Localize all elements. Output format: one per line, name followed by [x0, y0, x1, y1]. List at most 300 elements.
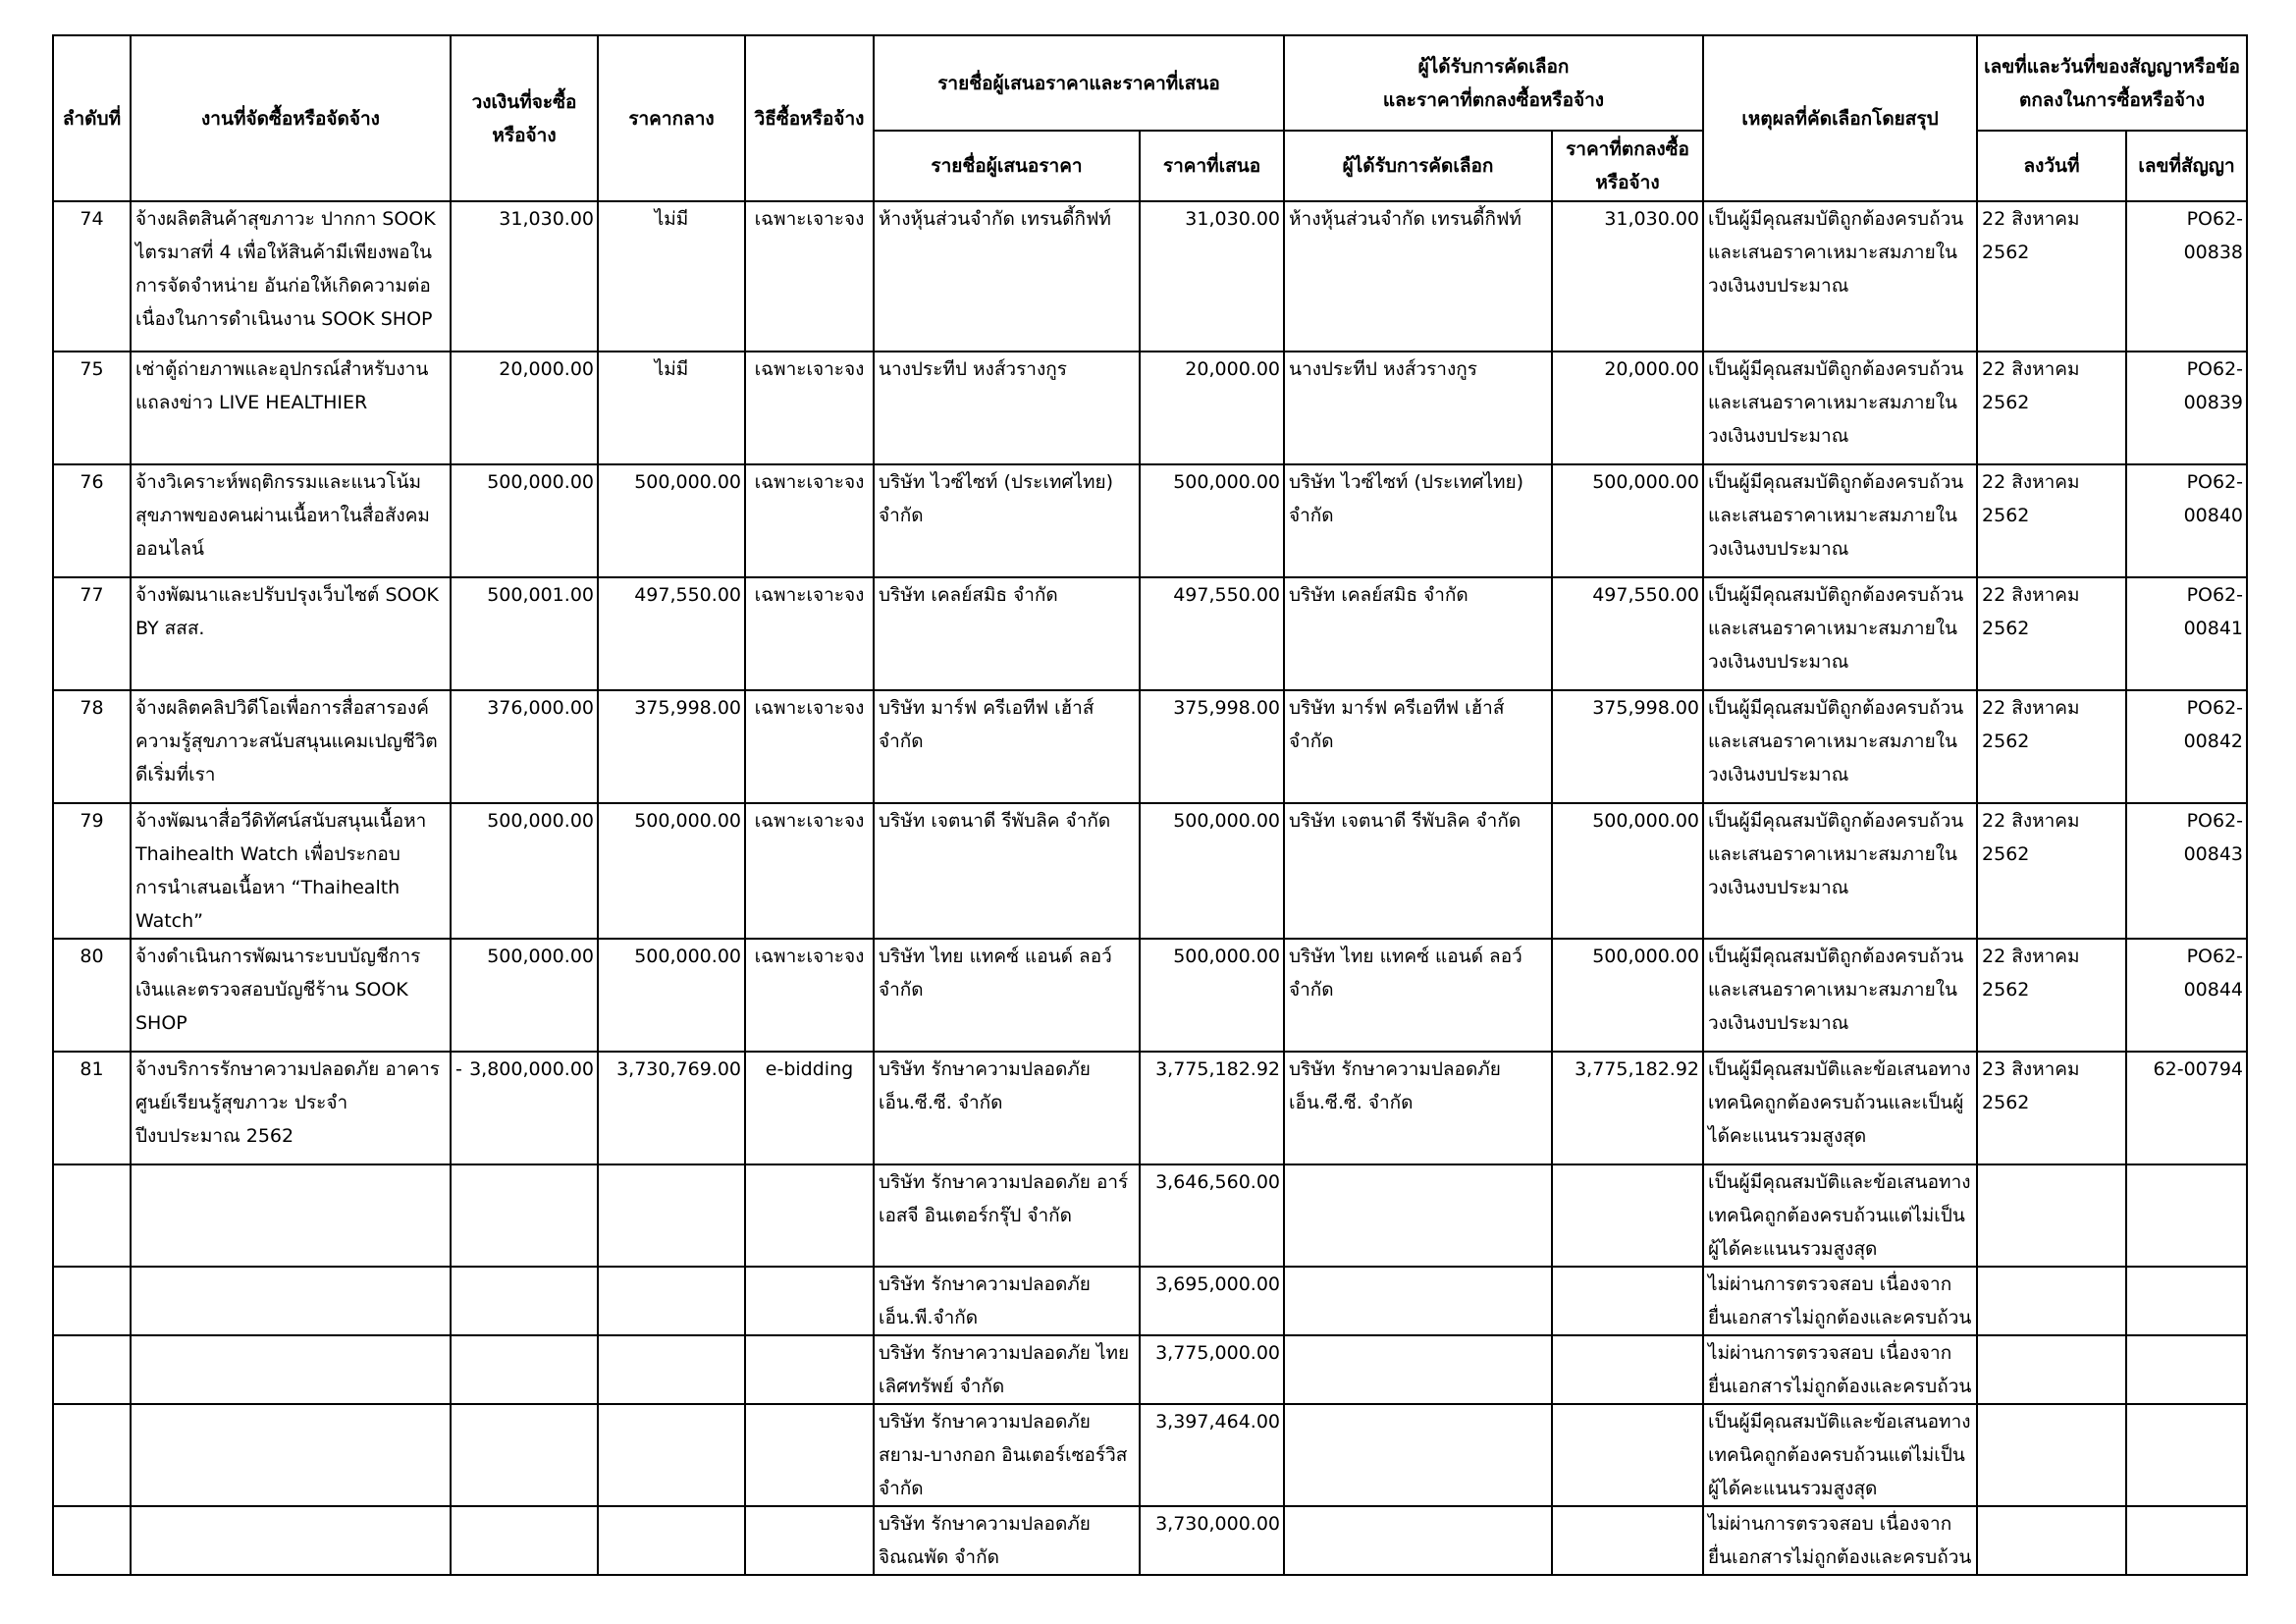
cell-winner — [1284, 1335, 1552, 1404]
cell-date — [1977, 1164, 2126, 1267]
cell-budget — [451, 201, 598, 352]
cell-winner — [1284, 577, 1552, 690]
cell-agreed-price-text: 497,550.00 — [1592, 584, 1700, 606]
cell-contract-no — [2126, 690, 2247, 803]
cell-method — [745, 690, 874, 803]
cell-bidder — [874, 939, 1140, 1052]
cell-winner — [1284, 464, 1552, 577]
cell-winner — [1284, 1164, 1552, 1267]
cell-method — [745, 201, 874, 352]
cell-work — [131, 1404, 451, 1506]
cell-no — [53, 1404, 131, 1506]
cell-date — [1977, 1506, 2126, 1575]
cell-bidder — [874, 1506, 1140, 1575]
cell-date — [1977, 577, 2126, 690]
table-row — [53, 1506, 2247, 1575]
cell-bidder-text: บริษัท รักษาความปลอดภัย เอ็น.พี.จำกัด — [879, 1273, 1091, 1328]
cell-contract-no — [2126, 1164, 2247, 1267]
cell-median — [598, 803, 745, 939]
cell-contract-no — [2126, 1404, 2247, 1506]
cell-reason — [1703, 1164, 1977, 1267]
cell-bid-price — [1140, 1335, 1284, 1404]
cell-bidder — [874, 690, 1140, 803]
header-bid-price: ราคาที่เสนอ — [1140, 131, 1284, 201]
cell-contract-no-text: PO62-00841 — [2183, 584, 2244, 639]
cell-reason-text: ไม่ผ่านการตรวจสอบ เนื่องจากยื่นเอกสารไม่ถูกต้องและครบถ้วน — [1708, 1342, 1972, 1397]
cell-date-text: 22 สิงหาคม 2562 — [1982, 697, 2080, 752]
cell-date — [1977, 1335, 2126, 1404]
cell-work — [131, 1267, 451, 1335]
cell-contract-no — [2126, 1506, 2247, 1575]
cell-bid-price — [1140, 803, 1284, 939]
cell-winner-text: บริษัท รักษาความปลอดภัย เอ็น.ซี.ซี. จำกัด — [1289, 1058, 1501, 1113]
cell-bid-price-text: 3,397,464.00 — [1155, 1411, 1280, 1433]
cell-reason-text: เป็นผู้มีคุณสมบัติถูกต้องครบถ้วนและเสนอราคาเหมาะสมภายในวงเงินงบประมาณ — [1708, 584, 1964, 673]
procurement-table — [52, 34, 2248, 1576]
cell-winner-text: บริษัท เจตนาดี รีพับลิค จำกัด — [1289, 810, 1522, 832]
table-row — [53, 1052, 2247, 1164]
cell-bid-price — [1140, 577, 1284, 690]
cell-reason-text: เป็นผู้มีคุณสมบัติและข้อเสนอทางเทคนิคถูกต้องครบถ้วนแต่ไม่เป็นผู้ได้คะแนนรวมสูงสุด — [1708, 1411, 1971, 1499]
cell-date — [1977, 464, 2126, 577]
cell-budget — [451, 1335, 598, 1404]
cell-work — [131, 201, 451, 352]
cell-budget — [451, 690, 598, 803]
cell-no — [53, 690, 131, 803]
cell-reason-text: เป็นผู้มีคุณสมบัติถูกต้องครบถ้วนและเสนอราคาเหมาะสมภายในวงเงินงบประมาณ — [1708, 358, 1964, 447]
cell-contract-no-text: PO62-00838 — [2183, 208, 2244, 263]
cell-median — [598, 201, 745, 352]
cell-winner-text: บริษัท ไวซ์ไซท์ (ประเทศไทย) จำกัด — [1289, 471, 1524, 526]
cell-bid-price — [1140, 939, 1284, 1052]
table-row — [53, 1164, 2247, 1267]
table-row — [53, 939, 2247, 1052]
cell-bidder-text: บริษัท เคลย์สมิธ จำกัด — [879, 584, 1058, 606]
cell-work — [131, 1164, 451, 1267]
header-work: งานที่จัดซื้อหรือจัดจ้าง — [131, 35, 451, 201]
cell-winner-text: นางประทีป หงส์วรางกูร — [1289, 358, 1477, 380]
cell-method — [745, 1404, 874, 1506]
cell-median — [598, 690, 745, 803]
cell-date-text: 22 สิงหาคม 2562 — [1982, 810, 2080, 865]
cell-bidder — [874, 1164, 1140, 1267]
cell-budget-text: 500,000.00 — [487, 810, 594, 832]
cell-budget — [451, 464, 598, 577]
cell-method-text: เฉพาะเจาะจง — [754, 584, 865, 606]
cell-agreed-price — [1552, 1404, 1703, 1506]
cell-bidder — [874, 1267, 1140, 1335]
cell-bidder — [874, 803, 1140, 939]
cell-agreed-price — [1552, 1052, 1703, 1164]
cell-date-text: 23 สิงหาคม 2562 — [1982, 1058, 2080, 1113]
cell-bidder — [874, 577, 1140, 690]
cell-median — [598, 1335, 745, 1404]
cell-median-text: 500,000.00 — [634, 810, 741, 832]
cell-agreed-price — [1552, 1267, 1703, 1335]
cell-date-text: 22 สิงหาคม 2562 — [1982, 584, 2080, 639]
cell-method-text: เฉพาะเจาะจง — [754, 471, 865, 493]
cell-reason-text: เป็นผู้มีคุณสมบัติถูกต้องครบถ้วนและเสนอราคาเหมาะสมภายในวงเงินงบประมาณ — [1708, 208, 1964, 297]
cell-contract-no-text: PO62-00840 — [2183, 471, 2244, 526]
cell-bid-price — [1140, 201, 1284, 352]
cell-bid-price-text: 3,695,000.00 — [1155, 1273, 1280, 1295]
cell-bidder-text: นางประทีป หงส์วรางกูร — [879, 358, 1067, 380]
cell-no — [53, 577, 131, 690]
cell-agreed-price-text: 500,000.00 — [1592, 471, 1700, 493]
cell-median-text: ไม่มี — [654, 358, 689, 380]
cell-median — [598, 939, 745, 1052]
cell-agreed-price — [1552, 1164, 1703, 1267]
cell-agreed-price — [1552, 803, 1703, 939]
cell-bidder — [874, 201, 1140, 352]
cell-bid-price — [1140, 352, 1284, 464]
cell-bid-price-text: 3,730,000.00 — [1155, 1513, 1280, 1535]
cell-date — [1977, 690, 2126, 803]
cell-budget-text: 500,000.00 — [487, 946, 594, 967]
cell-work-text: เช่าตู้ถ่ายภาพและอุปกรณ์สำหรับงานแถลงข่าว LIVE HEALTHIER — [135, 358, 429, 413]
table-row — [53, 464, 2247, 577]
cell-date — [1977, 803, 2126, 939]
cell-contract-no — [2126, 803, 2247, 939]
cell-date — [1977, 1052, 2126, 1164]
cell-method-text: เฉพาะเจาะจง — [754, 810, 865, 832]
cell-median-text: 500,000.00 — [634, 946, 741, 967]
header-reason: เหตุผลที่คัดเลือกโดยสรุป — [1703, 35, 1977, 201]
cell-bid-price-text: 497,550.00 — [1173, 584, 1280, 606]
cell-no — [53, 1267, 131, 1335]
cell-date-text: 22 สิงหาคม 2562 — [1982, 208, 2080, 263]
cell-median — [598, 1267, 745, 1335]
table-row — [53, 352, 2247, 464]
cell-agreed-price-text: 31,030.00 — [1604, 208, 1700, 230]
cell-reason — [1703, 464, 1977, 577]
cell-winner — [1284, 1404, 1552, 1506]
cell-reason — [1703, 201, 1977, 352]
cell-reason-text: ไม่ผ่านการตรวจสอบ เนื่องจากยื่นเอกสารไม่ถูกต้องและครบถ้วน — [1708, 1273, 1972, 1328]
cell-work — [131, 352, 451, 464]
cell-bidder — [874, 1335, 1140, 1404]
cell-agreed-price-text: 20,000.00 — [1604, 358, 1700, 380]
cell-median — [598, 1164, 745, 1267]
cell-no-text: 76 — [80, 471, 104, 493]
cell-agreed-price — [1552, 352, 1703, 464]
cell-no — [53, 1335, 131, 1404]
cell-bidder-text: บริษัท รักษาความปลอดภัย สยาม-บางกอก อินเตอร์เซอร์วิส จำกัด — [879, 1411, 1128, 1499]
cell-contract-no — [2126, 352, 2247, 464]
cell-winner — [1284, 1052, 1552, 1164]
cell-reason — [1703, 803, 1977, 939]
cell-contract-no-text: PO62-00842 — [2183, 697, 2244, 752]
cell-reason — [1703, 1052, 1977, 1164]
budget-dash: - — [455, 1058, 462, 1080]
cell-agreed-price-text: 500,000.00 — [1592, 946, 1700, 967]
header-agreed-price: ราคาที่ตกลงซื้อหรือจ้าง — [1552, 131, 1703, 201]
cell-date — [1977, 939, 2126, 1052]
cell-median-text: 3,730,769.00 — [616, 1058, 741, 1080]
header-no: ลำดับที่ — [53, 35, 131, 201]
cell-work — [131, 464, 451, 577]
cell-method — [745, 1267, 874, 1335]
cell-reason-text: เป็นผู้มีคุณสมบัติและข้อเสนอทางเทคนิคถูกต้องครบถ้วนแต่ไม่เป็นผู้ได้คะแนนรวมสูงสุด — [1708, 1171, 1971, 1260]
table-row — [53, 690, 2247, 803]
cell-bid-price — [1140, 1267, 1284, 1335]
table-row — [53, 803, 2247, 939]
cell-contract-no-text: PO62-00843 — [2183, 810, 2244, 865]
cell-budget-text: 31,030.00 — [499, 208, 594, 230]
table-body — [53, 201, 2247, 1575]
cell-contract-no-text: PO62-00844 — [2183, 946, 2244, 1001]
cell-reason — [1703, 939, 1977, 1052]
cell-method — [745, 803, 874, 939]
cell-reason — [1703, 1404, 1977, 1506]
cell-method — [745, 1052, 874, 1164]
header-winner-group-line1: ผู้ได้รับการคัดเลือก — [1417, 55, 1570, 78]
cell-bid-price-text: 3,646,560.00 — [1155, 1171, 1280, 1193]
cell-method-text: เฉพาะเจาะจง — [754, 358, 865, 380]
cell-budget — [451, 1506, 598, 1575]
cell-work — [131, 803, 451, 939]
cell-winner — [1284, 939, 1552, 1052]
cell-winner-text: บริษัท ไทย แทคซ์ แอนด์ ลอว์ จำกัด — [1289, 946, 1522, 1001]
cell-contract-no-text: PO62-00839 — [2183, 358, 2244, 413]
cell-winner-text: บริษัท มาร์ฟ ครีเอทีฟ เฮ้าส์ จำกัด — [1289, 697, 1505, 752]
cell-method-text: เฉพาะเจาะจง — [754, 208, 865, 230]
cell-bid-price — [1140, 1506, 1284, 1575]
cell-bid-price-text: 500,000.00 — [1173, 946, 1280, 967]
cell-agreed-price-text: 3,775,182.92 — [1575, 1058, 1700, 1080]
cell-agreed-price — [1552, 201, 1703, 352]
cell-reason — [1703, 352, 1977, 464]
cell-reason — [1703, 1267, 1977, 1335]
cell-method — [745, 1506, 874, 1575]
cell-agreed-price-text: 500,000.00 — [1592, 810, 1700, 832]
cell-date-text: 22 สิงหาคม 2562 — [1982, 471, 2080, 526]
cell-date — [1977, 352, 2126, 464]
cell-median — [598, 1404, 745, 1506]
cell-reason — [1703, 1506, 1977, 1575]
cell-budget-text: 20,000.00 — [499, 358, 594, 380]
header-contract-no: เลขที่สัญญา — [2126, 131, 2247, 201]
cell-agreed-price — [1552, 1506, 1703, 1575]
cell-no-text: 77 — [80, 584, 104, 606]
cell-date — [1977, 1267, 2126, 1335]
cell-method — [745, 1164, 874, 1267]
cell-method-text: เฉพาะเจาะจง — [754, 946, 865, 967]
cell-work — [131, 1335, 451, 1404]
cell-bidder-text: บริษัท ไวซ์ไซท์ (ประเทศไทย) จำกัด — [879, 471, 1114, 526]
cell-agreed-price-text: 375,998.00 — [1592, 697, 1700, 719]
cell-budget-text: 3,800,000.00 — [469, 1058, 594, 1080]
cell-reason-text: เป็นผู้มีคุณสมบัติถูกต้องครบถ้วนและเสนอราคาเหมาะสมภายในวงเงินงบประมาณ — [1708, 697, 1964, 785]
header-median: ราคากลาง — [598, 35, 745, 201]
header-date: ลงวันที่ — [1977, 131, 2126, 201]
cell-agreed-price — [1552, 690, 1703, 803]
cell-work-text: จ้างพัฒนาสื่อวีดิทัศน์สนับสนุนเนื้อหา Thaihealth Watch เพื่อประกอบการนำเสนอเนื้อหา “Thaihealth Watch” — [135, 810, 427, 932]
cell-no-text: 80 — [80, 946, 104, 967]
cell-winner — [1284, 1506, 1552, 1575]
cell-bidder-text: บริษัท ไทย แทคซ์ แอนด์ ลอว์ จำกัด — [879, 946, 1112, 1001]
cell-budget — [451, 577, 598, 690]
cell-reason — [1703, 690, 1977, 803]
cell-median-text: ไม่มี — [654, 208, 689, 230]
cell-bidder-text: บริษัท รักษาความปลอดภัย จิณณพัด จำกัด — [879, 1513, 1091, 1568]
cell-no — [53, 352, 131, 464]
header-contract-group: เลขที่และวันที่ของสัญญาหรือข้อตกลงในการซื้อหรือจ้าง — [1977, 35, 2247, 131]
cell-date — [1977, 1404, 2126, 1506]
cell-median — [598, 577, 745, 690]
cell-budget — [451, 1164, 598, 1267]
cell-bid-price — [1140, 1404, 1284, 1506]
cell-no — [53, 201, 131, 352]
cell-budget-text: 500,000.00 — [487, 471, 594, 493]
cell-contract-no — [2126, 577, 2247, 690]
cell-winner — [1284, 352, 1552, 464]
cell-reason-text: เป็นผู้มีคุณสมบัติถูกต้องครบถ้วนและเสนอราคาเหมาะสมภายในวงเงินงบประมาณ — [1708, 471, 1964, 560]
table-header — [53, 35, 2247, 201]
cell-bid-price — [1140, 690, 1284, 803]
cell-bidder — [874, 1404, 1140, 1506]
cell-budget — [451, 803, 598, 939]
header-winner-name: ผู้ได้รับการคัดเลือก — [1284, 131, 1552, 201]
header-bidder-name: รายชื่อผู้เสนอราคา — [874, 131, 1140, 201]
cell-budget — [451, 939, 598, 1052]
cell-median-text: 497,550.00 — [634, 584, 741, 606]
cell-bid-price-text: 500,000.00 — [1173, 810, 1280, 832]
cell-budget — [451, 1404, 598, 1506]
cell-date — [1977, 201, 2126, 352]
cell-budget-text: 500,001.00 — [487, 584, 594, 606]
table-row — [53, 1335, 2247, 1404]
cell-method — [745, 352, 874, 464]
cell-no-text: 75 — [80, 358, 104, 380]
cell-bidder — [874, 352, 1140, 464]
cell-no-text: 81 — [80, 1058, 104, 1080]
cell-budget-text: 376,000.00 — [487, 697, 594, 719]
cell-agreed-price — [1552, 1335, 1703, 1404]
cell-date-text: 22 สิงหาคม 2562 — [1982, 946, 2080, 1001]
cell-contract-no — [2126, 1052, 2247, 1164]
header-budget: วงเงินที่จะซื้อหรือจ้าง — [451, 35, 598, 201]
cell-contract-no — [2126, 464, 2247, 577]
cell-winner — [1284, 201, 1552, 352]
cell-bid-price-text: 20,000.00 — [1185, 358, 1280, 380]
header-winner-group — [1284, 35, 1703, 131]
header-winner-group-line2: และราคาที่ตกลงซื้อหรือจ้าง — [1382, 88, 1605, 111]
cell-no — [53, 939, 131, 1052]
cell-work-text: จ้างผลิตสินค้าสุขภาวะ ปากกา SOOK ไตรมาสที่ 4 เพื่อให้สินค้ามีเพียงพอในการจัดจำหน่าย อันก่อให้เกิดความต่อเนื่องในการดำเนินงาน SOOK SHOP — [135, 208, 436, 330]
cell-bidder-text: บริษัท รักษาความปลอดภัย เอ็น.ซี.ซี. จำกัด — [879, 1058, 1091, 1113]
cell-contract-no-text: 62-00794 — [2153, 1058, 2244, 1080]
cell-bidder-text: ห้างหุ้นส่วนจำกัด เทรนดี้กิฟท์ — [879, 208, 1111, 230]
cell-bid-price-text: 500,000.00 — [1173, 471, 1280, 493]
table-row — [53, 1267, 2247, 1335]
cell-work — [131, 1506, 451, 1575]
cell-bid-price — [1140, 464, 1284, 577]
cell-method-text: เฉพาะเจาะจง — [754, 697, 865, 719]
cell-bidder — [874, 1052, 1140, 1164]
cell-reason-text: เป็นผู้มีคุณสมบัติถูกต้องครบถ้วนและเสนอราคาเหมาะสมภายในวงเงินงบประมาณ — [1708, 810, 1964, 898]
cell-method-text: e-bidding — [765, 1058, 854, 1080]
cell-work — [131, 1052, 451, 1164]
cell-reason-text: เป็นผู้มีคุณสมบัติถูกต้องครบถ้วนและเสนอราคาเหมาะสมภายในวงเงินงบประมาณ — [1708, 946, 1964, 1034]
table-row — [53, 201, 2247, 352]
cell-budget — [451, 1052, 598, 1164]
cell-reason-text: ไม่ผ่านการตรวจสอบ เนื่องจากยื่นเอกสารไม่ถูกต้องและครบถ้วน — [1708, 1513, 1972, 1568]
table-row — [53, 577, 2247, 690]
cell-bidder — [874, 464, 1140, 577]
cell-median — [598, 352, 745, 464]
cell-median — [598, 464, 745, 577]
cell-bid-price-text: 3,775,182.92 — [1155, 1058, 1280, 1080]
cell-no — [53, 464, 131, 577]
cell-winner — [1284, 690, 1552, 803]
cell-contract-no — [2126, 1267, 2247, 1335]
cell-work — [131, 939, 451, 1052]
cell-bidder-text: บริษัท มาร์ฟ ครีเอทีฟ เฮ้าส์ จำกัด — [879, 697, 1095, 752]
cell-agreed-price — [1552, 464, 1703, 577]
cell-method — [745, 1335, 874, 1404]
cell-reason-text: เป็นผู้มีคุณสมบัติและข้อเสนอทางเทคนิคถูกต้องครบถ้วนและเป็นผู้ได้คะแนนรวมสูงสุด — [1708, 1058, 1971, 1147]
header-bidders-group: รายชื่อผู้เสนอราคาและราคาที่เสนอ — [874, 35, 1284, 131]
cell-winner-text: บริษัท เคลย์สมิธ จำกัด — [1289, 584, 1468, 606]
cell-no-text: 78 — [80, 697, 104, 719]
cell-method — [745, 939, 874, 1052]
cell-work-text: จ้างผลิตคลิปวิดีโอเพื่อการสื่อสารองค์ความรู้สุขภาวะสนับสนุนแคมเปญชีวิตดีเริ่มที่เรา — [135, 697, 438, 785]
cell-method — [745, 464, 874, 577]
cell-contract-no — [2126, 939, 2247, 1052]
cell-budget — [451, 1267, 598, 1335]
cell-no — [53, 803, 131, 939]
cell-winner-text: ห้างหุ้นส่วนจำกัด เทรนดี้กิฟท์ — [1289, 208, 1522, 230]
cell-bid-price-text: 3,775,000.00 — [1155, 1342, 1280, 1364]
cell-bid-price-text: 31,030.00 — [1185, 208, 1280, 230]
header-method: วิธีซื้อหรือจ้าง — [745, 35, 874, 201]
cell-agreed-price — [1552, 939, 1703, 1052]
cell-contract-no — [2126, 201, 2247, 352]
cell-bid-price — [1140, 1164, 1284, 1267]
cell-no — [53, 1052, 131, 1164]
cell-no-text: 74 — [80, 208, 104, 230]
cell-work — [131, 690, 451, 803]
cell-contract-no — [2126, 1335, 2247, 1404]
cell-bid-price — [1140, 1052, 1284, 1164]
cell-bidder-text: บริษัท รักษาความปลอดภัย อาร์เอสจี อินเตอร์กรุ๊ป จำกัด — [879, 1171, 1129, 1226]
cell-median-text: 500,000.00 — [634, 471, 741, 493]
cell-reason — [1703, 577, 1977, 690]
cell-bid-price-text: 375,998.00 — [1173, 697, 1280, 719]
cell-median — [598, 1506, 745, 1575]
cell-no — [53, 1506, 131, 1575]
table-row — [53, 1404, 2247, 1506]
cell-budget — [451, 352, 598, 464]
cell-date-text: 22 สิงหาคม 2562 — [1982, 358, 2080, 413]
cell-work — [131, 577, 451, 690]
cell-winner — [1284, 1267, 1552, 1335]
cell-median — [598, 1052, 745, 1164]
cell-method — [745, 577, 874, 690]
cell-median-text: 375,998.00 — [634, 697, 741, 719]
cell-no-text: 79 — [80, 810, 104, 832]
cell-agreed-price — [1552, 577, 1703, 690]
cell-no — [53, 1164, 131, 1267]
cell-reason — [1703, 1335, 1977, 1404]
cell-work-text: จ้างบริการรักษาความปลอดภัย อาคารศูนย์เรียนรู้สุขภาวะ ประจำปีงบประมาณ 2562 — [135, 1058, 441, 1147]
cell-work-text: จ้างพัฒนาและปรับปรุงเว็บไซต์ SOOK BY สสส. — [135, 584, 439, 639]
cell-bidder-text: บริษัท เจตนาดี รีพับลิค จำกัด — [879, 810, 1111, 832]
cell-bidder-text: บริษัท รักษาความปลอดภัย ไทยเลิศทรัพย์ จำกัด — [879, 1342, 1130, 1397]
cell-work-text: จ้างดำเนินการพัฒนาระบบบัญชีการเงินและตรวจสอบบัญชีร้าน SOOK SHOP — [135, 946, 421, 1034]
cell-work-text: จ้างวิเคราะห์พฤติกรรมและแนวโน้มสุขภาพของคนผ่านเนื้อหาในสื่อสังคมออนไลน์ — [135, 471, 430, 560]
